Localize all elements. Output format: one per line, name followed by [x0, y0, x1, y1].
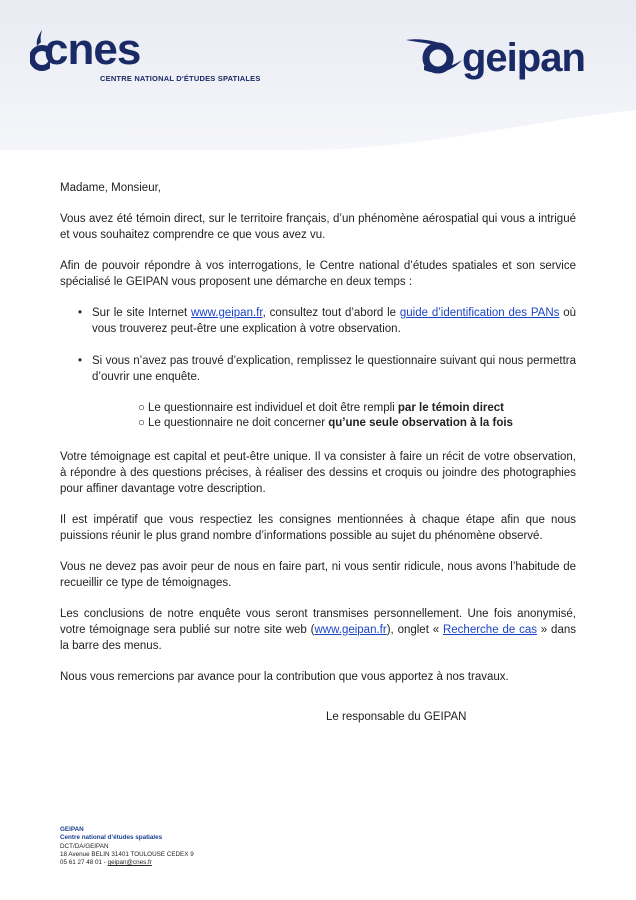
- geipan-logo-text: geipan: [462, 36, 585, 80]
- paragraph-conclusions: [60, 606, 576, 654]
- bullet-dot-icon: •: [78, 355, 83, 367]
- paragraph-thanks: Nous vous remercions par avance pour la contribution que vous apportez à nos travaux.: [60, 671, 509, 683]
- sub-item-single-observation: [60, 416, 576, 431]
- bullet-item-website: [60, 305, 576, 337]
- paragraph-reassurance: Vous ne devez pas avoir peur de nous en faire part, ni vous sentir ridicule, nous avons l’habitude de recueillir ce type de témoignages.: [60, 561, 576, 589]
- geipan-website-link-2[interactable]: www.geipan.fr: [314, 624, 387, 636]
- case-search-link[interactable]: Recherche de cas: [442, 624, 537, 636]
- paragraph-intro: Vous avez été témoin direct, sur le territoire français, d’un phénomène aérospatial qui vous a intrigué et vous souhaitez comprendre ce que vous avez vu.: [60, 213, 576, 241]
- bullet-dot-icon: •: [78, 307, 83, 319]
- footer-org-full: Centre national d’études spatiales: [60, 834, 163, 842]
- paragraph-text: ), onglet «: [386, 624, 443, 636]
- cnes-logo-text: cnes: [44, 25, 141, 74]
- sub-item-emphasis: qu’une seule observation à la fois: [328, 417, 513, 429]
- footer-phone: 05 61 27 48 01 -: [60, 859, 108, 867]
- letter-body: [60, 180, 576, 700]
- paragraph-testimony: Votre témoignage est capital et peut-être unique. Il va consister à faire un récit de votre observation, à répondre à des questions précises, à réaliser des dessins et croquis ou joindre des photographies pour affiner davantage votre description.: [60, 451, 576, 495]
- identification-guide-link[interactable]: guide d’identification des PANs: [399, 307, 560, 319]
- signature: Le responsable du GEIPAN: [326, 711, 467, 723]
- paragraph-instructions: Il est impératif que vous respectiez les consignes mentionnées à chaque étape afin que nous puissions réunir le plus grand nombre d’informations possible au sujet du phénomène observé.: [60, 514, 576, 542]
- geipan-website-link[interactable]: www.geipan.fr: [190, 307, 263, 319]
- footer-email-link[interactable]: geipan@cnes.fr: [107, 859, 152, 867]
- sub-bullet-list: [60, 401, 576, 431]
- geipan-logo-icon: [402, 34, 464, 78]
- paragraph-text: » dans la barre des menus.: [60, 624, 576, 652]
- footer-contact: [60, 859, 194, 867]
- bullet-list: [60, 305, 576, 385]
- sub-item-text: Le questionnaire ne doit concerner: [147, 417, 329, 429]
- circle-bullet-icon: ○: [138, 402, 145, 414]
- salutation: Madame, Monsieur,: [60, 182, 161, 194]
- paragraph-text: Les conclusions de notre enquête vous seront transmises personnellement. Une fois anonymisé, votre témoignage sera publié sur notre site web (: [60, 608, 576, 636]
- footer-org: GEIPAN: [60, 826, 84, 833]
- bullet-text: , consultez tout d’abord le: [262, 307, 400, 319]
- sub-item-individual: [60, 401, 576, 416]
- cnes-subtitle: CENTRE NATIONAL D'ÉTUDES SPATIALES: [100, 74, 261, 83]
- footer-department: DCT/DA/GEIPAN: [60, 842, 109, 850]
- sub-item-text: Le questionnaire est individuel et doit être rempli: [147, 402, 398, 414]
- footer-street: 18 Avenue BELIN 31401 TOULOUSE CEDEX 9: [60, 850, 194, 858]
- bullet-text: Si vous n’avez pas trouvé d’explication, remplissez le questionnaire suivant qui nous permettra d’ouvrir une enquête.: [92, 355, 576, 383]
- footer-address: [60, 826, 194, 867]
- bullet-item-questionnaire: [60, 353, 576, 385]
- bullet-text: où vous trouverez peut-être une explication à votre observation.: [92, 307, 576, 335]
- paragraph-approach: Afin de pouvoir répondre à vos interrogations, le Centre national d’études spatiales et son service spécialisé le GEIPAN vous proposent une démarche en deux temps :: [60, 260, 576, 288]
- bullet-text: Sur le site Internet: [92, 307, 191, 319]
- circle-bullet-icon: ○: [138, 417, 145, 429]
- sub-item-emphasis: par le témoin direct: [397, 402, 504, 414]
